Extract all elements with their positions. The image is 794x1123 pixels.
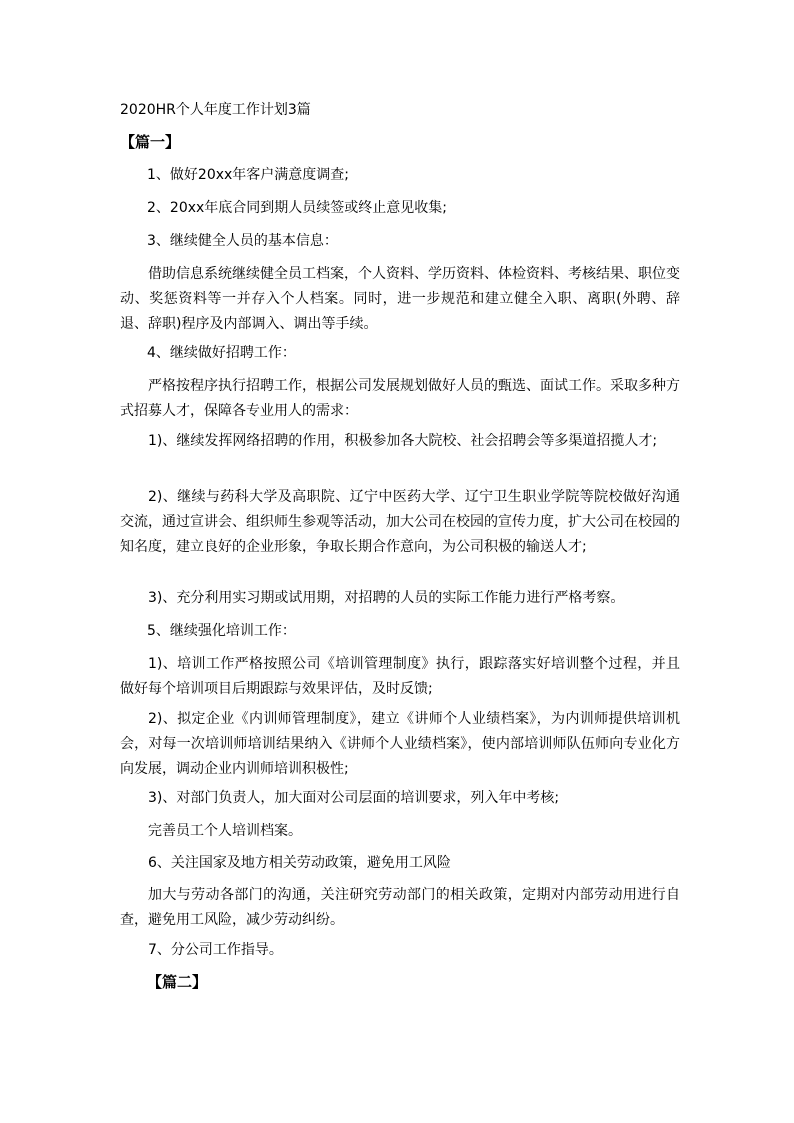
paragraph-recruitment-2: 2)、继续与药科大学及高职院、辽宁中医药大学、辽宁卫生职业学院等院校做好沟通交流，通过宣讲会、组织师生参观等活动，加大公司在校园的宣传力度，扩大公司在校园的知名度，建立良好的企业形象，争取长期合作意向，为公司积极的输送人才; xyxy=(120,489,680,555)
paragraph-branch-guidance: 7、分公司工作指导。 xyxy=(148,942,283,958)
section-heading-1: 【篇一】 xyxy=(120,133,181,151)
paragraph-recruitment-3: 3)、充分利用实习期或试用期，对招聘的人员的实际工作能力进行严格考察。 xyxy=(148,590,625,606)
paragraph-recruitment: 严格按程序执行招聘工作，根据公司发展规划做好人员的甄选、面试工作。采取多种方式招募人才，保障各专业用人的需求： xyxy=(120,378,680,419)
document-title: 2020HR个人年度工作计划3篇 xyxy=(120,102,311,118)
item-5: 5、继续强化培训工作： xyxy=(147,623,296,639)
item-1: 1、做好20xx年客户满意度调查; xyxy=(147,167,350,183)
paragraph-training-1: 1)、培训工作严格按照公司《培训管理制度》执行，跟踪落实好培训整个过程，并且做好每个培训项目后期跟踪与效果评估，及时反馈; xyxy=(120,656,680,697)
paragraph-employee-records: 借助信息系统继续健全员工档案，个人资料、学历资料、体检资料、考核结果、职位变动、奖惩资料等一并存入个人档案。同时，进一步规范和建立健全入职、离职(外聘、辞退、辞职)程序及内部调入、调出等手续。 xyxy=(120,266,680,332)
item-3: 3、继续健全人员的基本信息： xyxy=(147,233,338,249)
paragraph-training-2: 2)、拟定企业《内训师管理制度》，建立《讲师个人业绩档案》，为内训师提供培训机会，对每一次培训师培训结果纳入《讲师个人业绩档案》，使内部培训师队伍师向专业化方向发展，调动企业内训师培训积极性; xyxy=(120,711,680,777)
paragraph-recruitment-1: 1)、继续发挥网络招聘的作用，积极参加各大院校、社会招聘会等多渠道招揽人才; xyxy=(148,433,658,449)
paragraph-training-3: 3)、对部门负责人，加大面对公司层面的培训要求，列入年中考核; xyxy=(148,790,560,806)
section-heading-2: 【篇二】 xyxy=(147,973,208,991)
paragraph-labor-policy-heading: 6、关注国家及地方相关劳动政策，避免用工风险 xyxy=(148,855,451,871)
paragraph-training-4: 完善员工个人培训档案。 xyxy=(148,823,302,839)
paragraph-labor-policy: 加大与劳动各部门的沟通，关注研究劳动部门的相关政策，定期对内部劳动用进行自查，避免用工风险，减少劳动纠纷。 xyxy=(120,887,680,928)
item-4: 4、继续做好招聘工作： xyxy=(147,345,296,361)
item-2: 2、20xx年底合同到期人员续签或终止意见收集; xyxy=(147,200,448,216)
